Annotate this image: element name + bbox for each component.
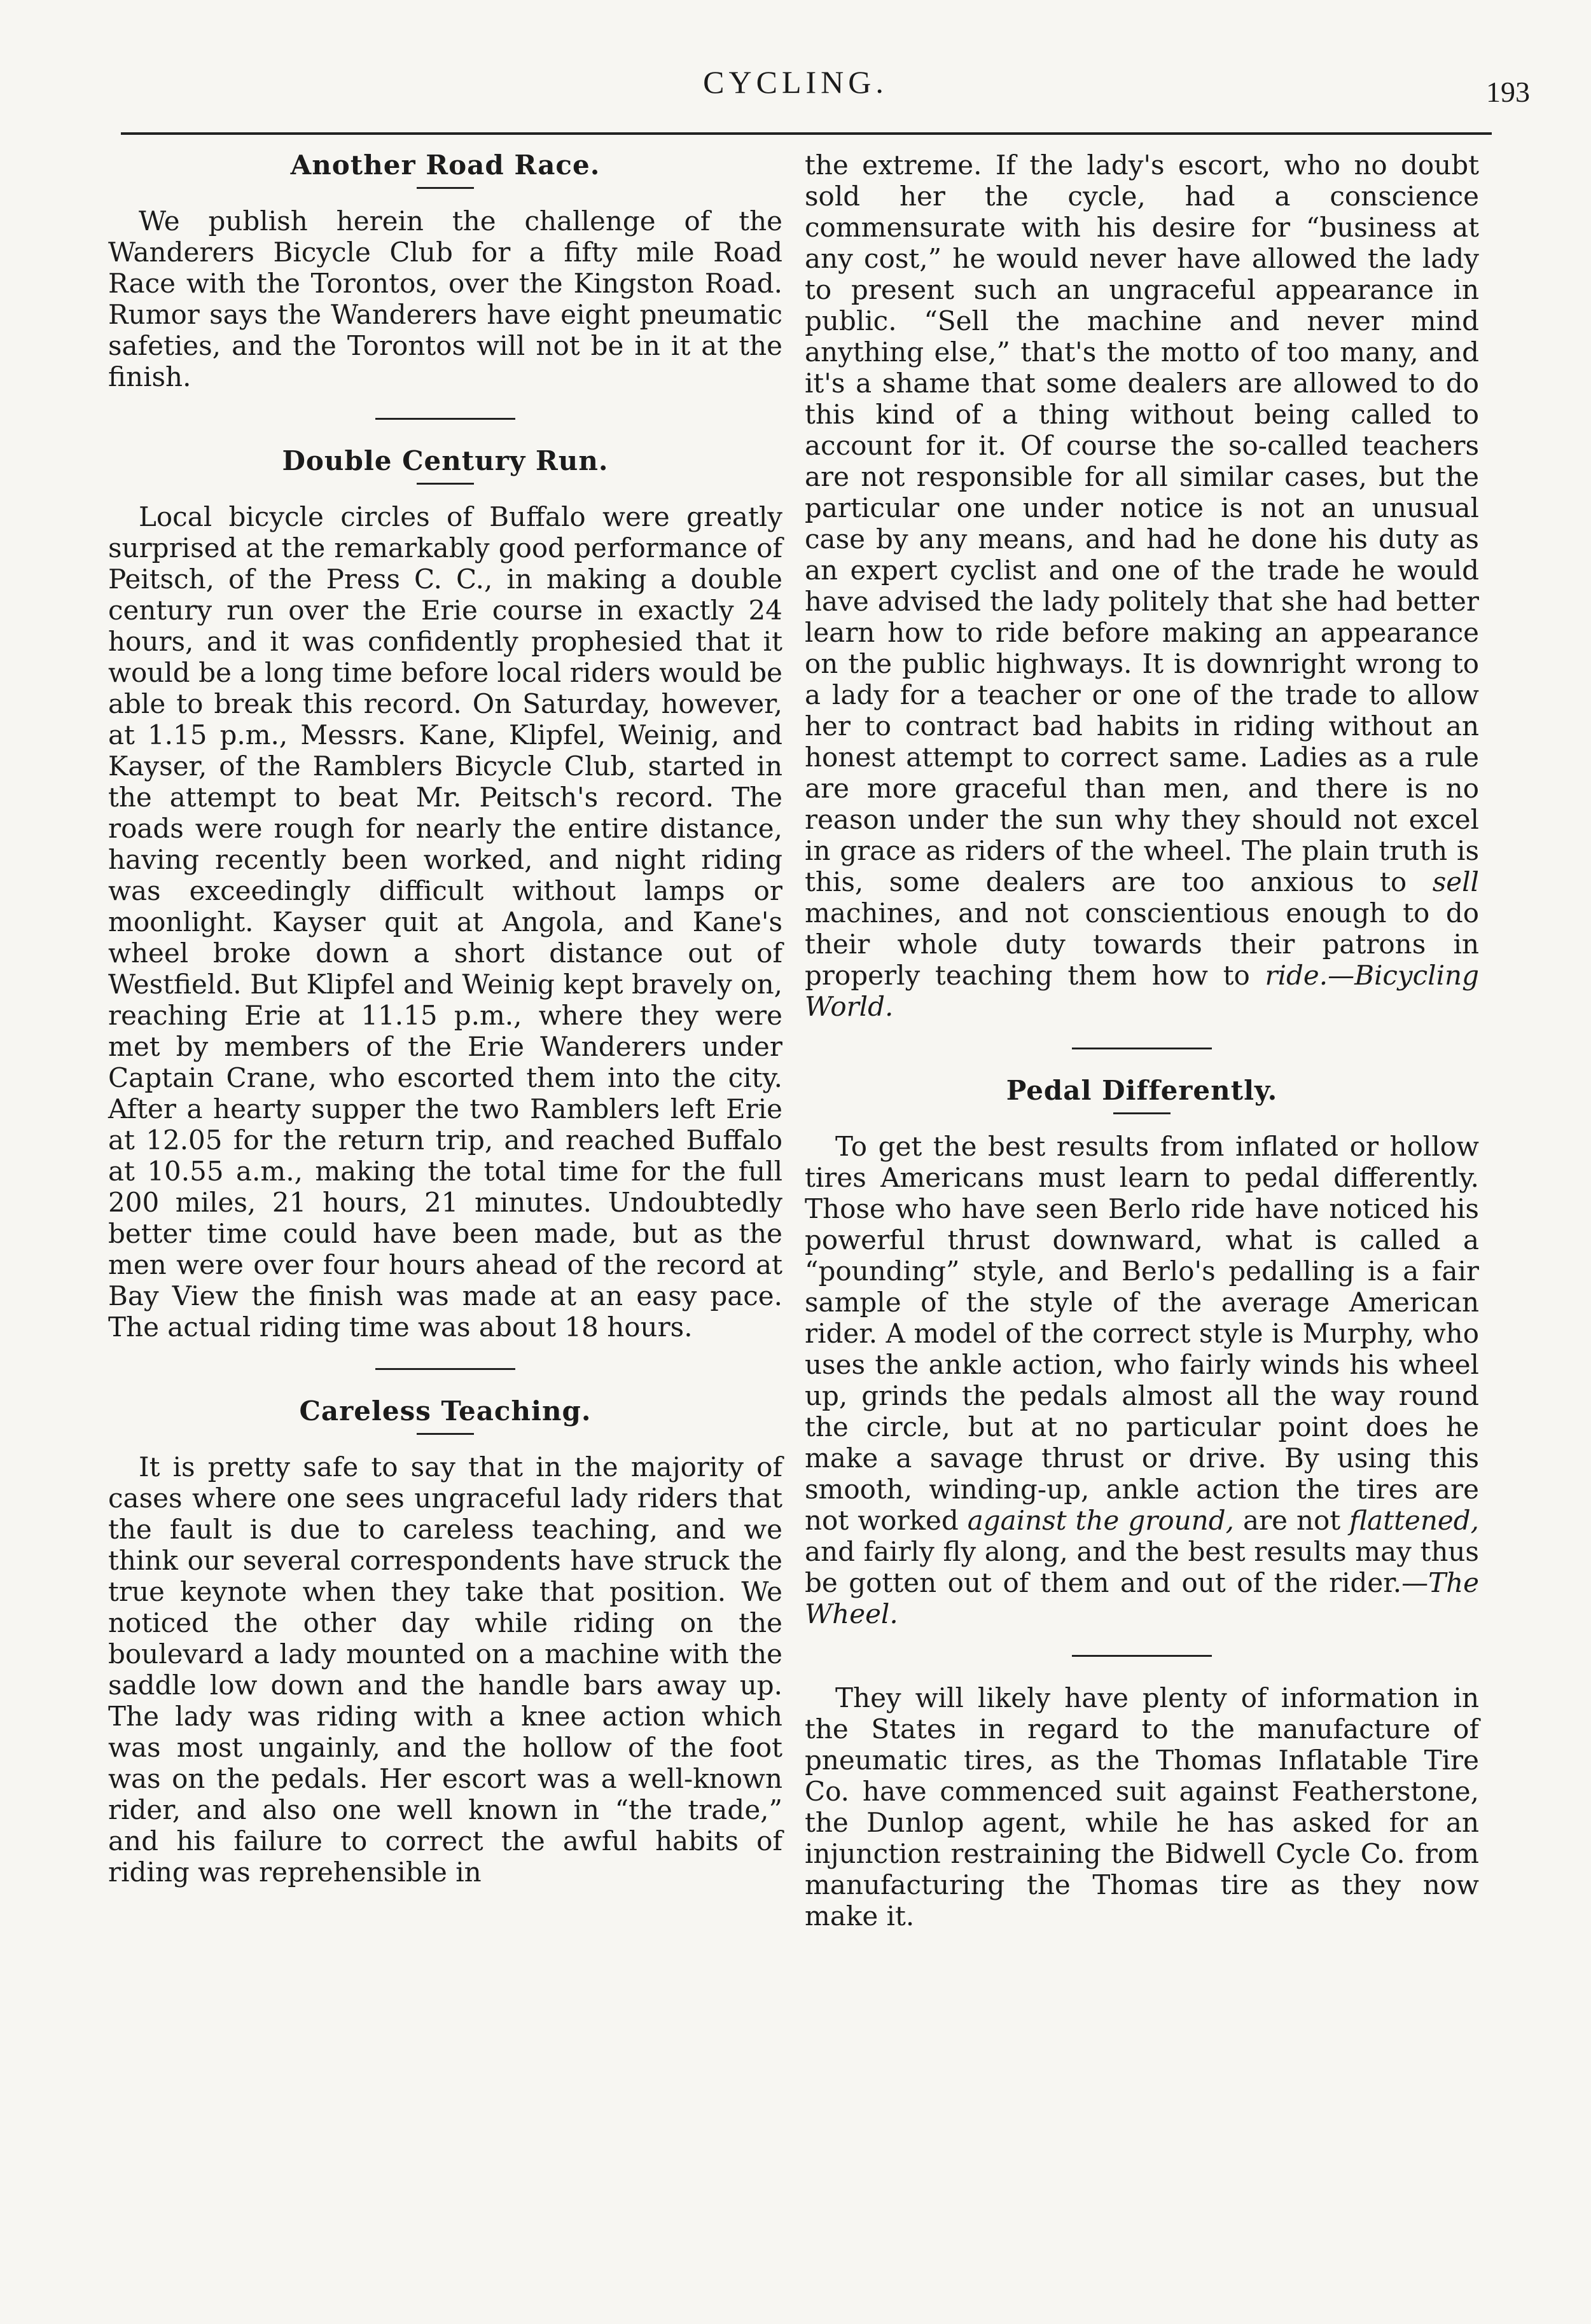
heading-careless-teaching: Careless Teaching.: [299, 1395, 592, 1427]
italic-against-ground: against the ground,: [967, 1505, 1234, 1536]
heading-double-century: Double Century Run.: [282, 445, 609, 476]
article-careless-teaching-continued: [805, 149, 1479, 1022]
body-final-note: They will likely have plenty of information in the States in regard to the manufacture of pneumatic tires, as the Thomas Inflatable Tire Co. have commenced suit against Featherstone, the Dunlop agent, while he has asked for an injunction restraining the Bidwell Cycle Co. from manufacturing the Thomas tire as they now make it.: [805, 1682, 1479, 1932]
heading-rule: [417, 1433, 474, 1435]
body-double-century: Local bicycle circles of Buffalo were greatly surprised at the remarkably good performance of Peitsch, of the Press C. C., in making a double century run over the Erie course in exactly 24 hours, and it was confidently prophesied that it would be a long time before local riders would be able to break this record. On Saturday, however, at 1.15 p.m., Messrs. Kane, Klipfel, Weinig, and Kayser, of the Ramblers Bicycle Club, started in the attempt to beat Mr. Peitsch's record. The roads were rough for nearly the entire distance, having recently been worked, and night riding was exceedingly difficult without lamps or moonlight. Kayser quit at Angola, and Kane's wheel broke down a short distance out of Westfield. But Klipfel and Weinig kept bravely on, reaching Erie at 11.15 p.m., where they were met by members of the Erie Wanderers under Captain Crane, who escorted them into the city. After a hearty supper the two Ramblers left Erie at 12.05 for the return trip, and reached Buffalo at 10.55 a.m., making the total time for the full 200 miles, 21 hours, 21 minutes. Undoubtedly better time could have been made, but as the men were over four hours ahead of the record at Bay View the finish was made at an easy pace. The actual riding time was about 18 hours.: [108, 501, 782, 1343]
right-column: [805, 149, 1479, 1932]
page-number: 193: [1486, 76, 1530, 108]
article-pedal-differently: [805, 1075, 1479, 1629]
heading-rule: [1113, 1112, 1171, 1114]
article-final-note: [805, 1682, 1479, 1932]
article-separator: [375, 1368, 515, 1370]
body-road-race: We publish herein the challenge of the Wanderers Bicycle Club for a fifty mile Road Race with the Torontos, over the Kingston Road. Rumor says the Wanderers have eight pneumatic safeties, and the Torontos will not be in it at the finish.: [108, 205, 782, 392]
italic-source-bicycling-world: ride.—Bicycling World.: [805, 960, 1479, 1022]
left-column: [108, 149, 782, 1888]
article-separator: [1072, 1655, 1212, 1657]
italic-source-the-wheel: The Wheel.: [805, 1567, 1479, 1629]
italic-flattened: flattened,: [1349, 1505, 1479, 1536]
italic-sell: sell: [1432, 866, 1479, 897]
body-careless-teaching-continued: [805, 149, 1479, 1022]
article-careless-teaching: [108, 1395, 782, 1888]
continuation-text-a: the extreme. If the lady's escort, who no doubt sold her the cycle, had a conscience commensurate with his desire for “business at any cost,” he would never have allowed the lady to present such an ungraceful appearance in public. “Sell the machine and never mind anything else,” that's the motto of too many, and it's a shame that some dealers are allowed to do this kind of a thing without being called to account for it. Of course the so-called teachers are not responsible for all similar cases, but the particular one under notice is not an unusual case by any means, and had he done his duty as an expert cyclist and one of the trade he would have advised the lady politely that she had better learn how to ride before making an appearance on the public highways. It is downright wrong to a lady for a teacher or one of the trade to allow her to contract bad habits in riding without an honest attempt to correct same. Ladies as a rule are more graceful than men, and there is no reason under the sun why they should not excel in grace as riders of the wheel. The plain truth is this, some dealers are too anxious to: [805, 149, 1479, 897]
continuation-text-b: machines, and not conscientious enough to do their whole duty towards their patrons in properly teaching them how to: [805, 897, 1479, 991]
header-rule: [121, 132, 1492, 135]
heading-road-race: Another Road Race.: [290, 149, 601, 181]
heading-pedal-differently: Pedal Differently.: [1006, 1075, 1278, 1106]
article-separator: [1072, 1048, 1212, 1049]
article-road-race: [108, 149, 782, 392]
body-pedal-differently: [805, 1131, 1479, 1629]
pedal-text-b: are not: [1242, 1505, 1341, 1536]
pedal-text-a: To get the best results from inflated or hollow tires Americans must learn to pedal differently. Those who have seen Berlo ride have noticed his powerful thrust downward, what is called a “pounding” style, and Berlo's pedalling is a fair sample of the style of the average American rider. A model of the correct style is Murphy, who uses the ankle action, who fairly winds his wheel up, grinds the pedals almost all the way round the circle, but at no particular point does he make a savage thrust or drive. By using this smooth, winding-up, ankle action the tires are not worked: [805, 1131, 1479, 1536]
heading-rule: [417, 483, 474, 485]
article-separator: [375, 418, 515, 420]
pedal-text-c: and fairly fly along, and the best results may thus be gotten out of them and out of the rider.—: [805, 1536, 1479, 1598]
heading-rule: [417, 187, 474, 189]
body-careless-teaching: It is pretty safe to say that in the majority of cases where one sees ungraceful lady riders that the fault is due to careless teaching, and we think our several correspondents have struck the true keynote when they take that position. We noticed the other day while riding on the boulevard a lady mounted on a machine with the saddle low down and the handle bars away up. The lady was riding with a knee action which was most ungainly, and the hollow of the foot was on the pedals. Her escort was a well-known rider, and also one well known in “the trade,” and his failure to correct the awful habits of riding was reprehensible in: [108, 1451, 782, 1888]
article-double-century: [108, 445, 782, 1343]
page-title: CYCLING.: [703, 64, 888, 100]
